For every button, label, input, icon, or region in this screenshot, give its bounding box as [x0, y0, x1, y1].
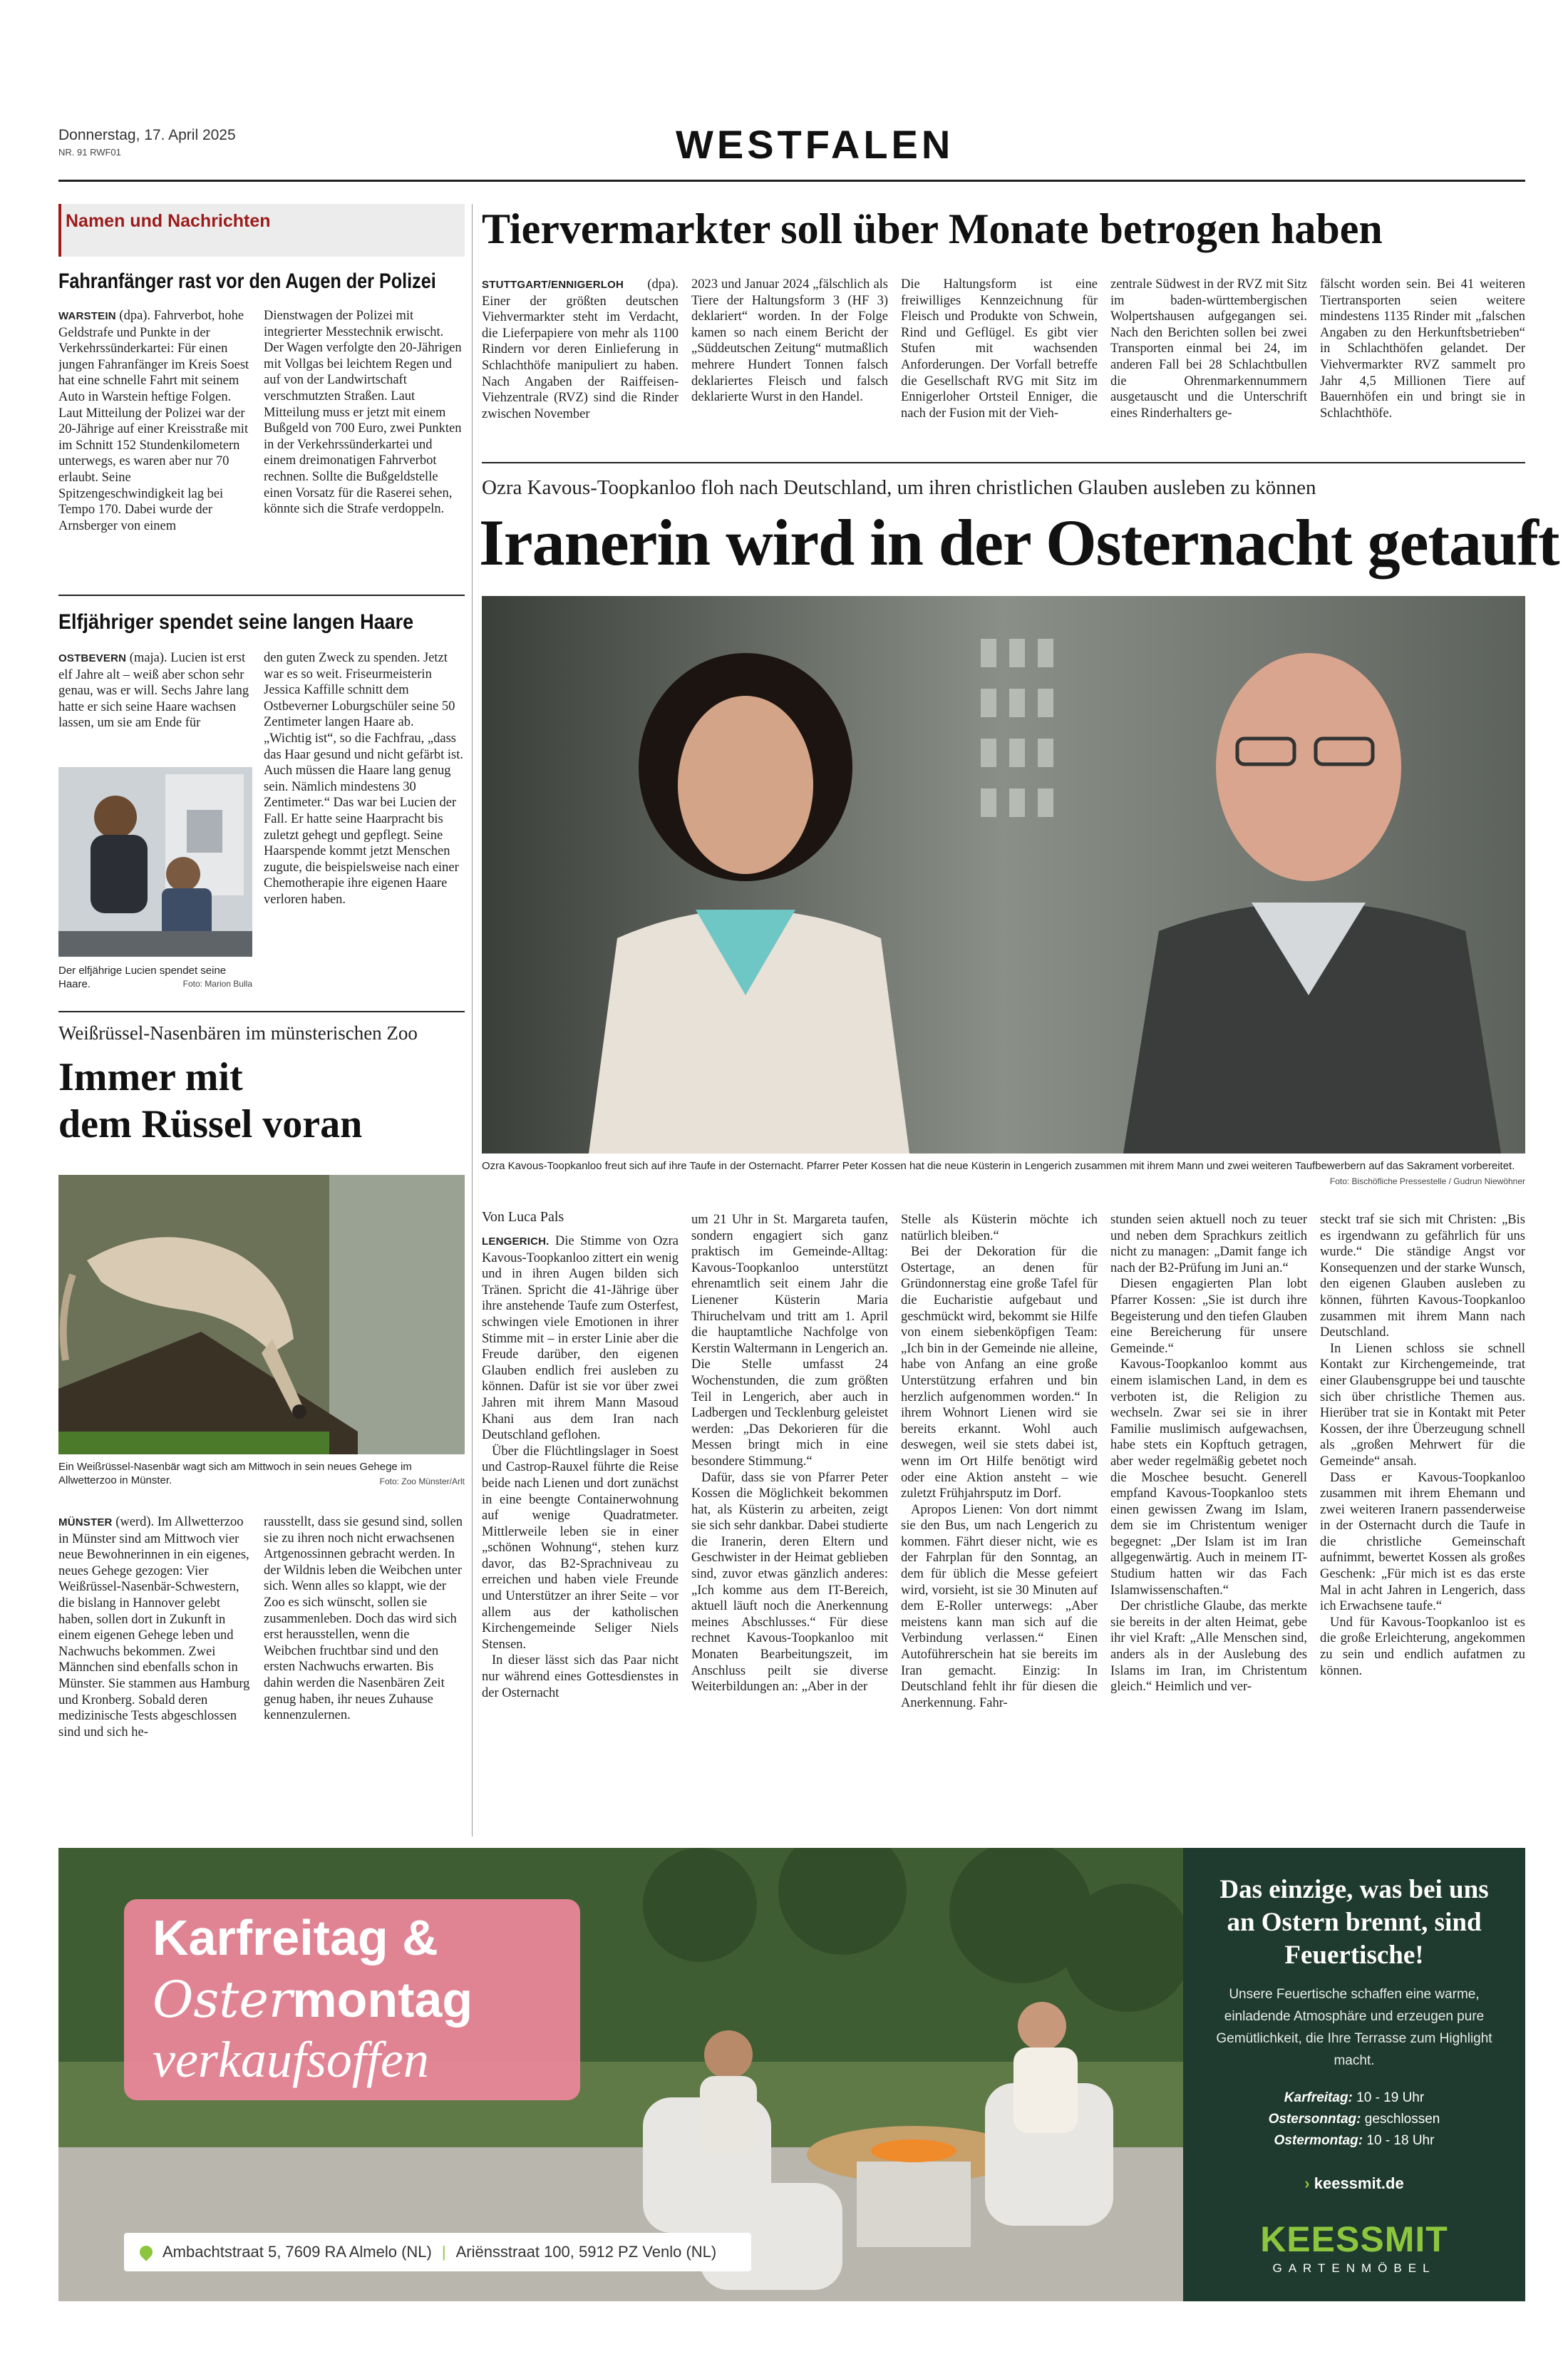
photo-coati: [58, 1175, 465, 1454]
caption-text: Der elfjährige Lucien spendet seine Haare.: [58, 965, 227, 990]
ad-brand-sub: GARTENMÖBEL: [1272, 2261, 1436, 2275]
article-headline-zoo-line2: dem Rüssel voran: [58, 1102, 363, 1146]
text: (dpa). Einer der größten deutschen Viehvermarkter steht im Verdacht, die Lieferpapiere von mehr als 1100 Rindern vor deren Einlieferung in Schlachthöfe manipuliert zu haben. Nach Angaben der Raiffeisen-Viehzentrale (RVZ) sind die Rinder zwischen November: [482, 277, 679, 421]
article-headline-warstein: Fahranfänger rast vor den Augen der Polizei: [58, 269, 436, 293]
text: Die Haltungsform ist eine freiwilliges Kennzeichnung für Fleisch und Produkte von Schwein, Rind und Geflügel. Es gibt vier Stufen mit wachsenden Anforderungen. Der Vorfall betreffe die Gesellschaft RVG mit Sitz im Ennigerloher Ortsteil Enniger, die nach der Fusion mit der Vieh-: [901, 277, 1098, 421]
paragraph: Die Stimme von Ozra Kavous-Toopkanloo zittert ein wenig und in ihren Augen bilden sich Tränen. Spricht die 41-Jährige über ihre anstehende Taufe zum Osterfest, schwingen viele Emotionen in ihrer Stimme mit – in erster Linie aber die Freude darüber, den eigenen Glauben endlich frei ausleben zu können. Dafür ist sie vor über zwei Jahren mit ihrem Mann Masoud Khani aus dem Iran nach Deutschland geflohen.: [482, 1234, 679, 1443]
paragraph: Apropos Lienen: Von dort nimmt sie den Bus, um nach Lengerich zu kommen. Fährt dieser nicht, wie es der Fahrplan für den Sonntag, an dem für üblich die Messe gefeiert wird, vorsieht, ist sie 30 Minuten auf dem E-Roller unterwegs: „Aber meistens kann man sich auf die Verbindung verlassen.“ Einen Autoführerschein hat sie bereits im Iran gemacht. Einzig: In Deutschland fehlt ihr für diesen die Anerkennung. Fahr-: [901, 1502, 1098, 1710]
photo-main: [482, 596, 1525, 1153]
haircut-illustration: [58, 767, 252, 957]
ad-address1: Ambachtstraat 5, 7609 RA Almelo (NL): [163, 2243, 432, 2261]
ad-address-separator: |: [441, 2243, 446, 2261]
photo-credit: Foto: Zoo Münster/Arlt: [379, 1476, 465, 1486]
advertisement[interactable]: [58, 1848, 1525, 2301]
paragraph: Der christliche Glaube, das merkte sie bereits in der alten Heimat, gebe ihr viel Kraft: „Alle Menschen sind, anders als in der Auslebung des Islams im Iran, im Christentum gleich.“ Heimlich und ver-: [1110, 1599, 1307, 1695]
ad-badge-line2-part1: Oster: [153, 1970, 293, 2029]
ad-brand-logo: KEESSMIT: [1260, 2219, 1448, 2259]
hours-time: 10 - 18 Uhr: [1366, 2133, 1435, 2148]
paragraph: Stelle als Küsterin möchte ich natürlich bleiben.“: [901, 1213, 1098, 1243]
paragraph: Diesen engagierten Plan lobt Pfarrer Kossen: „Sie ist durch ihre Begeisterung und den tiefen Glauben eine Bereicherung für unsere Gemeinde.“: [1110, 1277, 1307, 1356]
main-story-kicker: Ozra Kavous-Toopkanloo floh nach Deutschland, um ihren christlichen Glauben ausleben zu können: [482, 476, 1316, 499]
paragraph: Und für Kavous-Toopkanloo ist es die große Erleichterung, angekommen zu sein und endlich aufatmen zu können.: [1320, 1615, 1525, 1678]
article-text-zoo-col1: [58, 1514, 252, 1835]
dateline: MÜNSTER: [58, 1516, 113, 1528]
paragraph: um 21 Uhr in St. Margareta taufen, sondern engagiert sich ganz praktisch im Gemeinde-Alltag: Kavous-Toopkanloo unterstützt ehrenamtlich seit einem Jahr die Lienener Küsterin Maria Thiruchelvam und tritt am 1. April die hauptamtliche Nachfolge von Kerstin Waltermann in Lengerich an. Die Stelle umfasst 24 Wochenstunden, die zum größten Teil in Lengerich, aber auch in Ladbergen und Tecklenburg geleistet werden: „Das Dekorieren für die Messen bringt mich in eine besondere Stimmung.“: [691, 1213, 888, 1469]
section-title: WESTFALEN: [676, 122, 954, 167]
text: rausstellt, dass sie gesund sind, sollen sie zu ihren noch nicht erwachsenen Artgenossinnen gebracht werden. In der Wildnis leben die Weibchen unter sich. Wenn alles so klappt, wie der Zoo es sich wünscht, sollen sie zusammenleben. Doch das wird sich erst herausstellen, wenn die Weibchen fruchtbar sind und den ersten Nachwuchs erwarten. Bis dahin werden die Nasenbären Zeit genug haben, ihr neues Zuhause kennenzulernen.: [264, 1515, 463, 1723]
main-story-col3: [901, 1212, 1098, 1836]
text: 2023 und Januar 2024 „fälschlich als Tiere der Haltungsform 3 (HF 3) deklariert“ worden. In der Folge kamen so nach einem Bericht der „Süddeutschen Zeitung“ mutmaßlich mehrere Hundert Tonnen falsch deklariertes Fleisch und falsch deklarierte Wurst in den Handel.: [691, 277, 888, 405]
ad-website-link[interactable]: [1206, 2174, 1502, 2193]
paragraph: In dieser lässt sich das Paar nicht nur während eines Gottesdienstes in der Osternacht: [482, 1653, 679, 1700]
paragraph: Dass er Kavous-Toopkanloo zusammen mit ihrem Ehemann und zwei weiteren Iranern passenderweise in der Osternacht durch die Taufe in die christliche Gemeinschaft aufnimmt, bewertet Kossen als großes Geschenk: „Für mich ist es das erste Mal in acht Jahren in Lengerich, dass ich Erwachsene taufe.“: [1320, 1470, 1525, 1614]
divider: [482, 462, 1525, 463]
hours-day: Karfreitag:: [1284, 2090, 1353, 2105]
text: [1110, 1213, 1307, 1694]
hours-row: [1206, 2087, 1502, 2109]
ad-panel-headline: Das einzige, was bei uns an Ostern brennt, sind Feuertische!: [1219, 1875, 1489, 1970]
text: [691, 1213, 888, 1694]
top-story-col4: [1110, 277, 1307, 453]
location-pin-icon: [137, 2243, 155, 2261]
article-text-zoo-col2: [264, 1514, 463, 1835]
article-text-warstein-col2: [264, 308, 463, 579]
paragraph: In Lienen schloss sie schnell Kontakt zur Kirchengemeinde, trat einer Glaubensgruppe bei und tauschte sich über christliche Themen aus. Hierüber trat sie in Kontakt mit Peter Kossen, der ihre Überzeugung schnell als „großen Mehrwert für die Gemeinde“ ansah.: [1320, 1341, 1525, 1469]
top-story-col2: [691, 277, 888, 453]
text: fälscht worden sein. Bei 41 weiteren Tiertransporten seien weitere mindestens 1135 Rinder mit „falschen Angaben zu den Herkunftsbetrieben“ in Schlachthöfen gelandet. Der Viehvermarkter RVZ sammelt pro Jahr 4,5 Millionen Tiere auf Bauernhöfen ein und bringt sie in Schlachthöfe.: [1320, 277, 1525, 421]
ad-badge-line2-part2: montag: [292, 1972, 473, 2028]
article-text-ostbevern-col2: [264, 650, 463, 1000]
photo-credit: Foto: Marion Bulla: [182, 979, 252, 989]
text: Dienstwagen der Polizei mit integrierter Messtechnik erwischt. Der Wagen verfolgte den 20-Jährigen mit Vollgas bei leichtem Regen und auf von der Landwirtschaft verschmutzten Straßen. Laut Mitteilung muss er jetzt mit einem Bußgeld von 700 Euro, zwei Punkten in der Verkehrssünderkartei und einem dreimonatigen Fahrverbot rechnen. Sollte die Bußgeldstelle einen Vorsatz für die Raserei sehen, könnte sich die Strafe verdoppeln.: [264, 309, 462, 517]
column-separator: [472, 204, 473, 1836]
paragraph: stunden seien aktuell noch zu teuer und neben dem Sprachkurs zeitlich nicht zu managen: „Damit fange ich nach der B2-Prüfung im Juni an.“: [1110, 1213, 1307, 1275]
top-story-headline: Tiervermarkter soll über Monate betrogen haben: [482, 205, 1383, 252]
text: (werd). Im Allwetterzoo in Münster sind am Mittwoch vier neue Bewohnerinnen in ein eigenes, neues Gehege gezogen: Vier Weißrüssel-Nasenbär-Schwestern, die bislang in Hannover gelebt haben, sollen dort in Zukunft in einem eigenen Gehege leben und Nachwuchs bekommen. Zwei Männchen sind ebenfalls schon in Münster. Sie stammen aus Hamburg und Kronberg. Sobald deren medizinische Tests abgeschlossen sind und sich he-: [58, 1515, 250, 1740]
main-story-col4: [1110, 1212, 1307, 1836]
paragraph: steckt traf sie sich mit Christen: „Bis es irgendwann zu gefährlich für uns wurde.“ Die ständige Angst vor Konsequenzen und der starke Wunsch, den eigenen Glauben ausleben zu können, führten Kavous-Toopkanloo zusammen mit ihrem Mann nach Deutschland.: [1320, 1213, 1525, 1340]
dateline: STUTTGART/ENNIGERLOH: [482, 279, 624, 291]
article-text-ostbevern-col1: [58, 650, 252, 764]
caption-text: Ozra Kavous-Toopkanloo freut sich auf ihre Taufe in der Osternacht. Pfarrer Peter Kossen hat die neue Küsterin in Lengerich zusammen mit ihrem Mann und zwei weiteren Taufbewerbern auf das Sakrament vorbereitet.: [482, 1160, 1515, 1172]
paragraph: Dafür, dass sie von Pfarrer Peter Kossen die Möglichkeit bekommen hat, als Küsterin zu arbeiten, zeigt sie sich sehr dankbar. Dabei studierte die Iranerin, deren Eltern und Geschwister in der Heimat geblieben sind, zuvor etwas gänzlich anderes: „Ich komme aus dem IT-Bereich, aktuell läuft noch die Anerkennung meines Abschlusses.“ Für diese rechnet Kavous-Toopkanloo mit Monaten Bearbeitungszeit, im Anschluss peilt sie diverse Weiterbildungen an: „Aber in der: [691, 1470, 888, 1695]
article-headline-zoo-line1: Immer mit: [58, 1055, 243, 1099]
top-story-col5: [1320, 277, 1525, 453]
photo-haircut: [58, 767, 252, 957]
ad-badge-line2: [153, 1970, 473, 2029]
article-kicker-zoo: Weißrüssel-Nasenbären im münsterischen Zoo: [58, 1022, 418, 1044]
text: [482, 1234, 679, 1700]
top-story-col3: [901, 277, 1098, 453]
dateline: LENGERICH.: [482, 1235, 550, 1248]
paragraph: Bei der Dekoration für die Ostertage, an denen für Gründonnerstag eine große Tafel für die Eucharistie aufgebaut und geschmückt wird, bekommt sie Hilfe von einem siebenköpfigen Team: „Ich bin in der Gemeinde nie alleine, habe von Anfang an eine große Unterstützung erfahren und bin herzlich aufgenommen worden.“ In ihrem Wohnort Lienen wird sie bereits erkannt. Wohl auch deswegen, weil sie stets dabei ist, wenn im Ort Hilfe benötigt wird oder eine Aktion ansteht – wie zuletzt Frühjahrsputz im Dorf.: [901, 1245, 1098, 1501]
main-story-col1: [482, 1233, 679, 1836]
top-story-col1: [482, 277, 679, 453]
paragraph: Kavous-Toopkanloo kommt aus einem islamischen Land, in dem es verboten ist, die Religion zu wechseln. Zwar sei sie in ihrer Familie muslimisch aufgewachsen, habe stets ein Kopftuch getragen, aber weder regelmäßig gebetet noch die Moschee besucht. Generell empfand Kavous-Toopkanloo stets einen gewissen Zwang im Islam, dem sie im Christentum weniger begegnet: „Der Islam ist im Iran allgegenwärtig. Auch in meinem IT-Studium hatten wir das Fach Islamwissenschaften.“: [1110, 1357, 1307, 1598]
text: [901, 1213, 1098, 1710]
article-headline-ostbevern: Elfjähriger spendet seine langen Haare: [58, 610, 414, 634]
photo-caption-haircut: [58, 964, 252, 991]
text: den guten Zweck zu spenden. Jetzt war es so weit. Friseurmeisterin Jessica Kaffille schnitt dem Ostbeverner Loburgschüler seine 50 Zentimeter langen Haare ab. „Wichtig ist“, so die Fachfrau, „dass das Haar gesund und nicht gefärbt ist. Auch müssen die Haare lang genug sein. Nämlich mindestens 30 Zentimeter.“ Das war bei Lucien der Fall. Er hatte seine Haarpracht bis zuletzt gehegt und gepflegt. Seine Haarspende kommt jetzt Menschen zugute, die beispielsweise nach einer Chemotherapie ihre eigenen Haare verloren haben.: [264, 651, 463, 907]
divider: [58, 1011, 465, 1012]
main-story-col2: [691, 1212, 888, 1836]
ad-address2: Ariënsstraat 100, 5912 PZ Venlo (NL): [455, 2243, 717, 2261]
hours-time: 10 - 19 Uhr: [1356, 2090, 1425, 2105]
chevron-right-icon: ›: [1304, 2174, 1310, 2192]
hours-day: Ostermontag:: [1274, 2133, 1363, 2148]
text: (dpa). Fahrverbot, hohe Geldstrafe und Punkte in der Verkehrssünderkartei: Für einen jungen Fahranfänger im Kreis Soest hat eine schnelle Fahrt mit seinem Auto in Warstein heftige Folgen. Laut Mitteilung der Polizei war der 20-Jährige auf einer Kreisstraße mit im Schnitt 152 Stundenkilometern unterwegs, es waren aber nur 70 erlaubt. Seine Spitzengeschwindigkeit lag bei Tempo 170. Dabei wurde der Arnsberger von einem: [58, 309, 249, 533]
dateline: WARSTEIN: [58, 310, 116, 322]
byline: Von Luca Pals: [482, 1209, 564, 1225]
ad-address-bar: [124, 2233, 751, 2271]
main-story-headline: Iranerin wird in der Osternacht getauft: [479, 506, 1559, 579]
photo-credit: Foto: Bischöfliche Pressestelle / Gudrun Niewöhner: [1329, 1176, 1525, 1186]
masthead-date: Donnerstag, 17. April 2025: [58, 127, 236, 143]
ad-badge-line1: Karfreitag &: [153, 1910, 438, 1966]
divider: [58, 595, 465, 596]
text: zentrale Südwest in der RVZ mit Sitz im baden-württembergischen Wolpertshausen aufgegangen sei. Nach den Berichten sollen bei zwei Transporten einmal bei 24, im anderen Fall bei 28 Schlachtbullen die Ohrenmarkennummern ausgetauscht und die Unterschrift eines Rinderhalters ge-: [1110, 277, 1307, 421]
main-photo-illustration: [482, 596, 1525, 1153]
main-story-col5: [1320, 1212, 1525, 1836]
photo-caption-main: [482, 1159, 1525, 1173]
photo-caption-coati: [58, 1460, 465, 1489]
caption-text: Ein Weißrüssel-Nasenbär wagt sich am Mittwoch in sein neues Gehege im Allwetterzoo in Münster.: [58, 1461, 412, 1486]
hours-row: [1206, 2109, 1502, 2130]
dateline: OSTBEVERN: [58, 652, 127, 664]
ad-badge-line3: verkaufsoffen: [153, 2031, 429, 2088]
hours-row: [1206, 2130, 1502, 2152]
hours-time: geschlossen: [1364, 2112, 1440, 2127]
website-text: keessmit.de: [1314, 2174, 1404, 2192]
sidebar-label: Namen und Nachrichten: [66, 211, 271, 231]
article-text-warstein-col1: [58, 308, 252, 579]
masthead-rule: [58, 180, 1525, 182]
ad-panel-text: Unsere Feuertische schaffen eine warme, einladende Atmosphäre und erzeugen pure Gemütlichkeit, die Ihre Terrasse zum Highlight macht.: [1216, 1987, 1492, 2068]
text: [1320, 1213, 1525, 1678]
hours-day: Ostersonntag:: [1268, 2112, 1361, 2127]
ad-opening-hours: [1206, 2087, 1502, 2152]
coati-illustration: [58, 1175, 465, 1454]
text: (maja). Lucien ist erst elf Jahre alt – weiß aber schon sehr genau, was er will. Sechs Jahre lang hatte er sich seine Haare wachsen lassen, um sie am Ende für: [58, 651, 249, 731]
paragraph: Über die Flüchtlingslager in Soest und Castrop-Rauxel führte die Reise beide nach Lienen und dort zunächst in eine beengte Containerwohnung auf wenige Quadratmeter. Mittlerweile leben sie in einer „schönen Wohnung“, stehen kurz davor, das B2-Sprachniveau zu erreichen und haben viele Freunde und Unterstützer an ihrer Seite – vor allem aus der katholischen Kirchengemeinde Seliger Niels Stensen.: [482, 1444, 679, 1652]
masthead-edition: NR. 91 RWF01: [58, 147, 121, 158]
